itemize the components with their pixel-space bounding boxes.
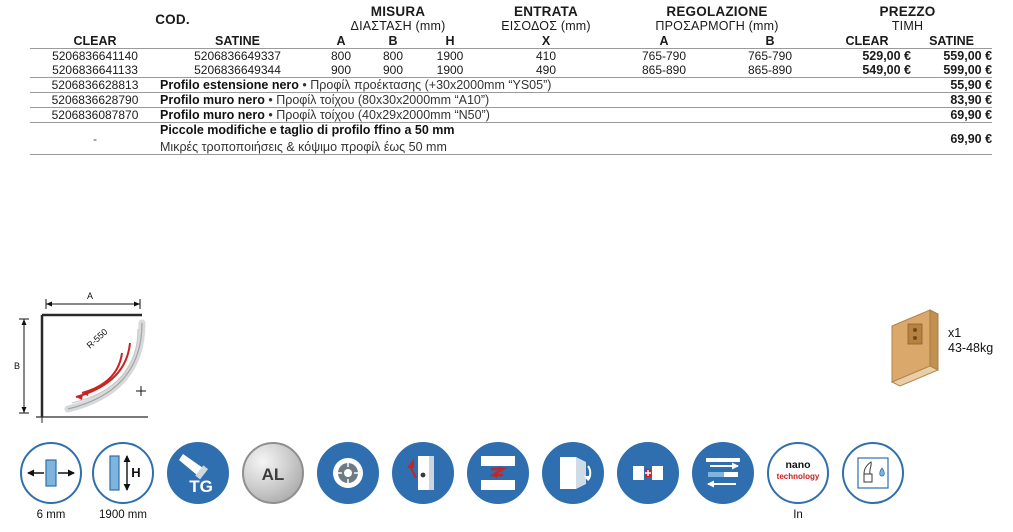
feature-adjustable-profile bbox=[380, 442, 466, 509]
easy-clean-icon bbox=[842, 442, 904, 504]
tempered-glass-icon bbox=[167, 442, 229, 504]
accessory-desc-it: Profilo muro nero bbox=[160, 93, 265, 107]
feature-aluminium bbox=[230, 442, 316, 509]
table-row bbox=[30, 63, 992, 78]
feature-wheels bbox=[305, 442, 391, 509]
feature-door-opening bbox=[530, 442, 616, 509]
feature-height bbox=[80, 442, 166, 522]
service-row bbox=[30, 123, 992, 155]
subheader-satine-code: SATINE bbox=[215, 34, 260, 48]
subheader-clear-code: CLEAR bbox=[73, 34, 117, 48]
dimension-label-b: B bbox=[13, 361, 21, 371]
group-header-misura: MISURA ΔΙΑΣΤΑΣΗ (mm) bbox=[350, 4, 446, 33]
cell-accessory-description: Profilo muro nero • Προφίλ τοίχου (40x29x2000mm “N50”) bbox=[160, 108, 490, 122]
group-header-regolazione: REGOLAZIONE ΠΡΟΣΑΡΜΟΓΗ (mm) bbox=[655, 4, 779, 33]
subheader-x: X bbox=[541, 34, 551, 48]
height-icon bbox=[92, 442, 154, 504]
cell-accessory-code: 5206836087870 bbox=[51, 108, 139, 122]
accessory-desc-it: Profilo muro nero bbox=[160, 108, 265, 122]
cell-clear-code: 5206836641133 bbox=[52, 63, 138, 77]
feature-icon-row bbox=[8, 442, 1008, 528]
adjustable-profile-icon bbox=[392, 442, 454, 504]
cell-reg-b: 765-790 bbox=[747, 49, 793, 63]
subheader-h: H bbox=[445, 34, 455, 48]
feature-flexible-seal bbox=[455, 442, 541, 509]
cell-price-clear: 549,00 € bbox=[862, 63, 912, 77]
cell-price-satine: 599,00 € bbox=[943, 63, 993, 77]
cell-satine-code: 5206836649344 bbox=[194, 63, 281, 77]
group-header-entrata: ENTRATA ΕΙΣΟΔΟΣ (mm) bbox=[501, 4, 591, 33]
radius-label: R-550 bbox=[84, 326, 110, 351]
cell-h: 1900 bbox=[436, 63, 464, 77]
subheader-price-satine: SATINE bbox=[929, 34, 974, 48]
accessory-desc-it: Profilo estensione nero bbox=[160, 78, 299, 92]
feature-sliding-direction bbox=[680, 442, 766, 509]
feature-nano-technology bbox=[755, 442, 841, 522]
cell-x: 410 bbox=[535, 49, 557, 63]
nano-technology-icon bbox=[767, 442, 829, 504]
cell-a: 800 bbox=[330, 49, 352, 63]
table-row bbox=[30, 49, 992, 64]
svg-text:AL: AL bbox=[261, 465, 285, 484]
accessory-row bbox=[30, 108, 992, 123]
accessory-desc-gr: Προφίλ προέκτασης (+30x2000mm “YS05”) bbox=[310, 78, 552, 92]
cell-accessory-code: 5206836628790 bbox=[51, 93, 139, 107]
cell-service-description bbox=[160, 123, 911, 155]
cell-service-price: 69,90 € bbox=[950, 131, 993, 146]
dimension-label-a: A bbox=[86, 291, 94, 301]
table-header-subs bbox=[30, 34, 992, 49]
group-header-cod: COD. bbox=[155, 11, 190, 27]
door-opening-icon bbox=[542, 442, 604, 504]
cell-accessory-price: 83,90 € bbox=[950, 93, 993, 107]
cell-service-code: - bbox=[93, 131, 97, 146]
cell-reg-a: 765-790 bbox=[641, 49, 687, 63]
cell-clear-code: 5206836641140 bbox=[52, 49, 138, 63]
subheader-a: A bbox=[336, 34, 346, 48]
nano-sublabel: technology bbox=[776, 472, 820, 481]
cell-reg-a: 865-890 bbox=[641, 63, 687, 77]
subheader-reg-a: A bbox=[659, 34, 669, 48]
technical-drawing-svg bbox=[12, 291, 202, 431]
nano-label: nano bbox=[785, 459, 811, 471]
accessory-row bbox=[30, 93, 992, 108]
cell-accessory-description: Profilo muro nero • Προφίλ τοίχου (80x30x2000mm “A10”) bbox=[160, 93, 490, 107]
cell-price-satine: 559,00 € bbox=[943, 49, 993, 63]
subheader-price-clear: CLEAR bbox=[845, 34, 889, 48]
cell-h: 1900 bbox=[436, 49, 464, 63]
table-header-groups bbox=[30, 4, 992, 34]
wheels-icon bbox=[317, 442, 379, 504]
accessory-desc-gr: Προφίλ τοίχου (40x29x2000mm “N50”) bbox=[276, 108, 490, 122]
glass-thickness-caption: 6 mm bbox=[36, 509, 66, 521]
svg-text:H: H bbox=[131, 465, 141, 480]
magnetic-closure-icon bbox=[617, 442, 679, 504]
cell-accessory-price: 55,90 € bbox=[950, 78, 993, 92]
cell-price-clear: 529,00 € bbox=[862, 49, 912, 63]
subheader-reg-b: B bbox=[765, 34, 775, 48]
package-weight: 43-48kg bbox=[948, 341, 994, 355]
svg-text:TG: TG bbox=[189, 477, 213, 496]
aluminium-icon bbox=[242, 442, 304, 504]
group-header-prezzo: PREZZO TIMH bbox=[879, 4, 936, 33]
technical-drawing bbox=[12, 291, 202, 431]
cell-reg-b: 865-890 bbox=[747, 63, 793, 77]
accessory-row bbox=[30, 78, 992, 93]
nano-technology-caption: In bbox=[793, 509, 803, 521]
feature-magnetic-closure bbox=[605, 442, 691, 509]
feature-easy-clean bbox=[830, 442, 916, 509]
sliding-direction-icon bbox=[692, 442, 754, 504]
cell-accessory-code: 5206836628813 bbox=[51, 78, 139, 92]
cell-accessory-description: Profilo estensione nero • Προφίλ προέκτασης (+30x2000mm “YS05”) bbox=[160, 78, 552, 92]
cell-accessory-price: 69,90 € bbox=[950, 108, 993, 122]
flexible-seal-icon bbox=[467, 442, 529, 504]
feature-tempered-glass bbox=[155, 442, 241, 509]
height-caption: 1900 mm bbox=[99, 509, 147, 521]
service-desc-gr: Μικρές τροποποιήσεις & κόψιμο προφίλ έως 50 mm bbox=[160, 140, 447, 154]
cell-satine-code: 5206836649337 bbox=[194, 49, 281, 63]
package-quantity: x1 bbox=[948, 326, 962, 340]
cell-a: 900 bbox=[330, 63, 352, 77]
glass-thickness-icon bbox=[20, 442, 82, 504]
product-spec-sheet bbox=[0, 4, 1013, 532]
specification-table bbox=[30, 4, 992, 155]
cell-x: 490 bbox=[535, 63, 557, 77]
package-label bbox=[948, 326, 993, 356]
accessory-desc-gr: Προφίλ τοίχου (80x30x2000mm “A10”) bbox=[276, 93, 490, 107]
cell-b: 900 bbox=[382, 63, 404, 77]
cell-b: 800 bbox=[382, 49, 404, 63]
subheader-b: B bbox=[388, 34, 398, 48]
service-desc-it: Piccole modifiche e taglio di profilo ffino a 50 mm bbox=[160, 123, 455, 137]
